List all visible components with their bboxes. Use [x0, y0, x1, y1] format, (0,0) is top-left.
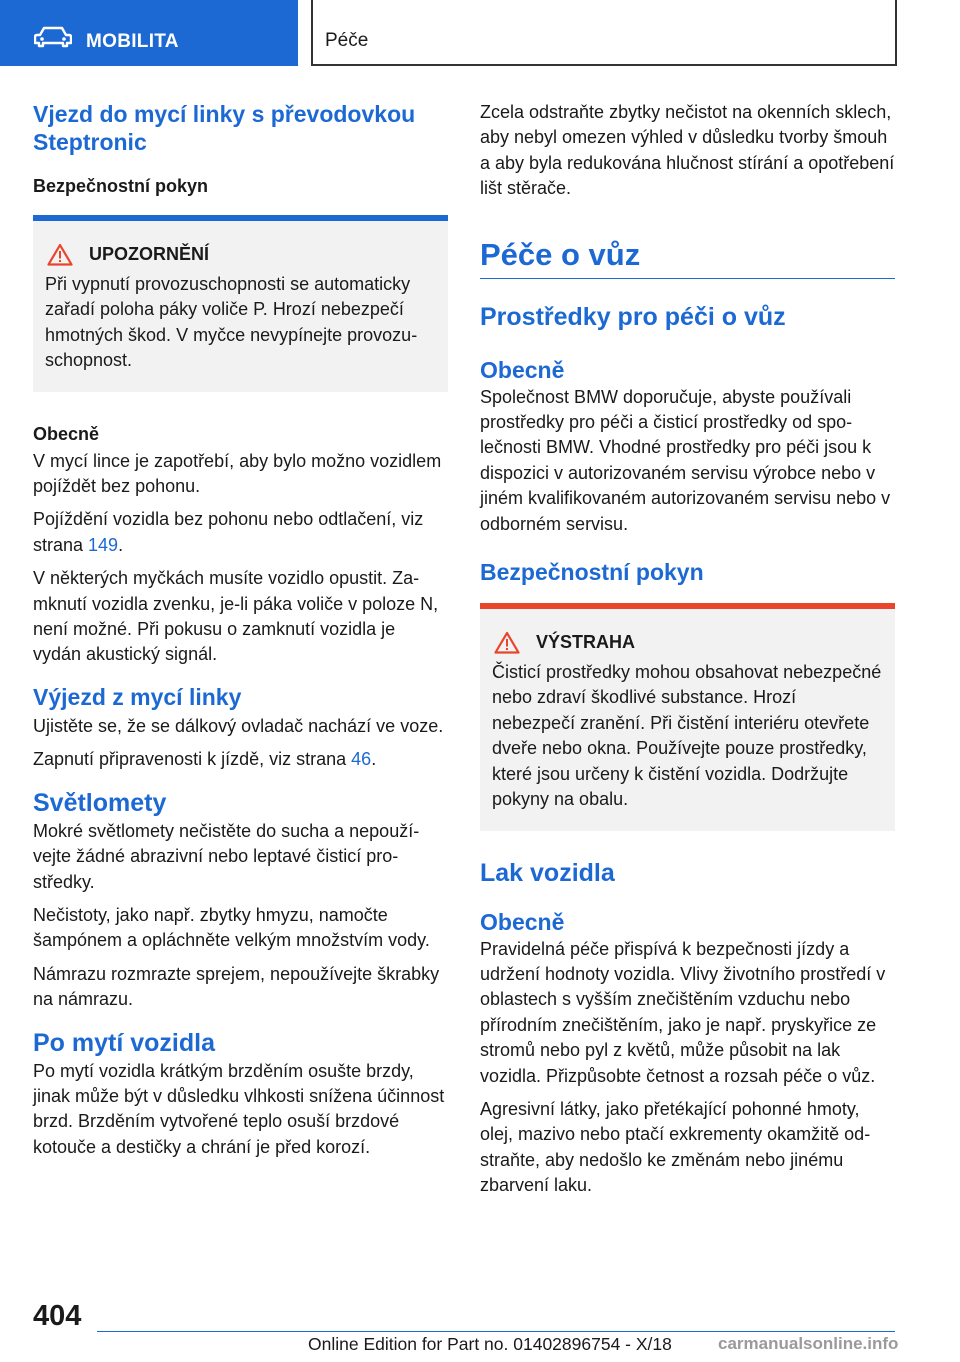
headlights-paragraph-3: Námrazu rozmrazte sprejem, nepoužívejte škrabky na námrazu.	[33, 963, 440, 1010]
page-number: 404	[33, 1300, 82, 1332]
window-cleaning-paragraph: Zcela odstraňte zbytky nečistot na okenních sklech, aby nebyl omezen výhled v důsledku tvorby šmouh a aby byla redukována hlučnost stírání a opotřebení lišt stěrače.	[480, 102, 895, 199]
heading-car-care: Péče o vůz	[480, 236, 895, 279]
car-icon	[34, 26, 72, 48]
warning-box	[480, 603, 895, 830]
caution-box	[33, 215, 448, 392]
warning-text: Čisticí prostředky mohou obsahovat nebezpečné nebo zdraví škodlivé substance. Hrozí nebezpečí zranění. Při čistění interiéru otevřete dveře nebo okna. Používejte pouze prostředky, které jsou určeny k čistění vozidla. Dodržujte pokyny na obalu.	[492, 662, 882, 810]
page-link-46[interactable]: 46	[351, 749, 372, 770]
heading-headlights: Světlomety	[33, 788, 167, 817]
page-link-149[interactable]: 149	[88, 534, 119, 555]
products-general-paragraph: Společnost BMW doporučuje, abyste používali prostředky pro péči a čisticí prostředky od společnosti BMW. Vhodné prostředky pro péči jsou k dispozici v autorizovaném servisu výrobce nebo v jiném kvalifikovaném autorizovaném servisu nebo v odborném servisu.	[480, 386, 891, 534]
warning-title-row	[492, 631, 883, 654]
heading-products-general: Obecně	[480, 356, 565, 383]
general-paragraph-3: V některých myčkách musíte vozidlo opustit. Zamknutí vozidla zvenku, je-li páka voliče v poloze N, není možné. Při pokusu o zamknutí vozidla je vydán akustický signál.	[33, 568, 439, 665]
exit-paragraph-1: Ujistěte se, že se dálkový ovladač nachází ve voze.	[33, 715, 444, 736]
warning-triangle-icon	[47, 243, 73, 266]
heading-care-products: Prostředky pro péči o vůz	[480, 302, 786, 331]
right-column	[480, 100, 895, 1207]
heading-general: Obecně	[33, 423, 100, 444]
headlights-paragraph-1: Mokré světlomety nečistěte do sucha a nepoužívejte žádné abrazivní nebo leptavé čisticí prostředky.	[33, 820, 420, 892]
footer-rule	[97, 1331, 895, 1332]
heading-products-safety: Bezpečnostní pokyn	[480, 559, 704, 586]
section-label: MOBILITA	[86, 31, 179, 52]
paint-paragraph-2: Agresivní látky, jako přetékající pohonné hmoty, olej, mazivo nebo ptačí exkrementy okamžitě odstraňte, aby nedošlo ke změnám nebo jinému zbarvení laku.	[480, 1098, 871, 1196]
headlights-paragraph-2: Nečistoty, jako např. zbytky hmyzu, namočte šampónem a opláchněte velkým množstvím vody.	[33, 904, 430, 951]
heading-paint: Lak vozidla	[480, 858, 615, 887]
heading-safety-note: Bezpečnostní pokyn	[33, 176, 209, 196]
exit-paragraph-2: Zapnutí připravenosti k jízdě, viz strana 46.	[33, 749, 377, 770]
heading-exit-car-wash: Výjezd z mycí linky	[33, 683, 242, 710]
section-tab	[0, 0, 298, 66]
heading-paint-general: Obecně	[480, 908, 565, 935]
warning-title: VÝSTRAHA	[536, 632, 636, 653]
warning-triangle-icon	[494, 631, 520, 654]
chapter-label: Péče	[325, 30, 369, 51]
general-paragraph-2: Pojíždění vozidla bez pohonu nebo odtlačení, viz strana 149.	[33, 509, 424, 555]
caution-title-row	[45, 243, 436, 266]
edition-note: Online Edition for Part no. 01402896754 - X/18	[308, 1334, 672, 1354]
heading-after-wash: Po mytí vozidla	[33, 1028, 215, 1057]
general-paragraph-1: V mycí lince je zapotřebí, aby bylo možno vozidlem pojíždět bez pohonu.	[33, 450, 442, 497]
caution-title: UPOZORNĚNÍ	[89, 244, 210, 264]
watermark: carmanualsonline.info	[718, 1334, 899, 1353]
caution-text: Při vypnutí provozuschopnosti se automaticky zařadí poloha páky voliče P. Hrozí nebezpečí hmotných škod. V myčce nevypínejte provozuschopnost.	[45, 274, 418, 371]
paint-paragraph-1: Pravidelná péče přispívá k bezpečnosti jízdy a udržení hodnoty vozidla. Vlivy životního prostředí v oblastech s vyšším znečištěním vzduchu nebo přírodním znečištěním, jako je např. pryskyřice ze stromů nebo pyl z květů, může působit na lak vozidla. Přizpůsobte četnost a rozsah péče o vůz.	[480, 938, 886, 1086]
chapter-box	[311, 0, 897, 66]
after-wash-paragraph: Po mytí vozidla krátkým brzděním osušte brzdy, jinak může být v důsledku vlhkosti snížena účinnost brzd. Brzděním vytvořené teplo osuší brzdové kotouče a destičky a chrání je před korozí.	[33, 1060, 445, 1157]
left-column	[33, 100, 448, 1168]
heading-car-wash-steptronic: Vjezd do mycí linky s převodovkou Steptronic	[33, 101, 416, 155]
